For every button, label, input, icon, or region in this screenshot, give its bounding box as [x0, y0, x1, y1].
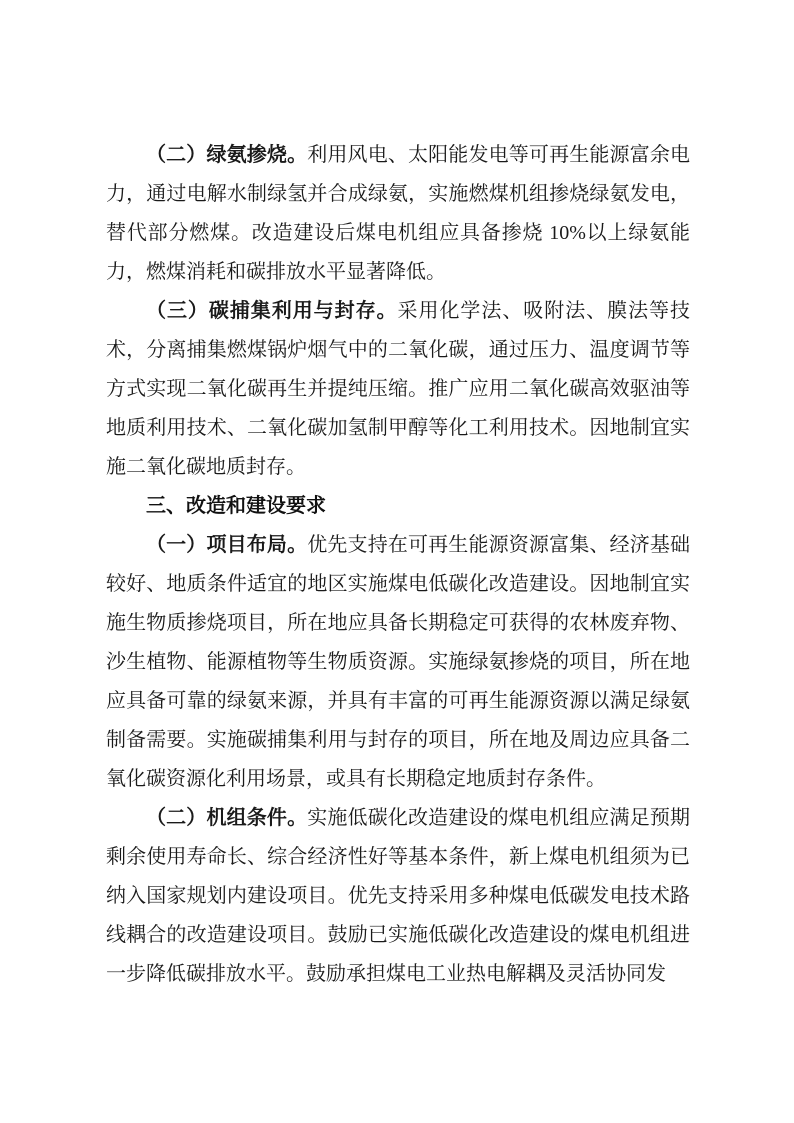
- paragraph-lead: （二）机组条件。: [146, 807, 308, 829]
- section-heading: 三、改造和建设要求: [146, 495, 326, 517]
- paragraph-green-ammonia: [106, 136, 690, 292]
- paragraph-lead: （三）碳捕集利用与封存。: [146, 300, 398, 322]
- paragraph-lead: （一）项目布局。: [146, 534, 308, 556]
- document-body: [106, 136, 690, 994]
- paragraph-ccus: [106, 292, 690, 487]
- paragraph-text: 实施低碳化改造建设的煤电机组应满足预期剩余使用寿命长、综合经济性好等基本条件，新上煤电机组须为已纳入国家规划内建设项目。优先支持采用多种煤电低碳发电技术路线耦合的改造建设项目。鼓励已实施低碳化改造建设的煤电机组进一步降低碳排放水平。鼓励承担煤电工业热电解耦及灵活协同发: [106, 807, 691, 985]
- paragraph-text: 采用化学法、吸附法、膜法等技术，分离捕集燃煤锅炉烟气中的二氧化碳，通过压力、温度调节等方式实现二氧化碳再生并提纯压缩。推广应用二氧化碳高效驱油等地质利用技术、二氧化碳加氢制甲醇等化工利用技术。因地制宜实施二氧化碳地质封存。: [106, 300, 691, 478]
- paragraph-text: 优先支持在可再生能源资源富集、经济基础较好、地质条件适宜的地区实施煤电低碳化改造建设。因地制宜实施生物质掺烧项目，所在地应具备长期稳定可获得的农林废弃物、沙生植物、能源植物等生物质资源。实施绿氨掺烧的项目，所在地应具备可靠的绿氨来源，并具有丰富的可再生能源资源以满足绿氨制备需要。实施碳捕集利用与封存的项目，所在地及周边应具备二氧化碳资源化利用场景，或具有长期稳定地质封存条件。: [106, 534, 691, 790]
- paragraph-unit-conditions: [106, 799, 690, 994]
- paragraph-project-layout: [106, 526, 690, 799]
- paragraph-lead: （二）绿氨掺烧。: [146, 144, 308, 166]
- paragraph-text: 利用风电、太阳能发电等可再生能源富余电力，通过电解水制绿氢并合成绿氨，实施燃煤机组掺烧绿氨发电，替代部分燃煤。改造建设后煤电机组应具备掺烧 10%以上绿氨能力，燃煤消耗和碳排放水平显著降低。: [106, 144, 691, 283]
